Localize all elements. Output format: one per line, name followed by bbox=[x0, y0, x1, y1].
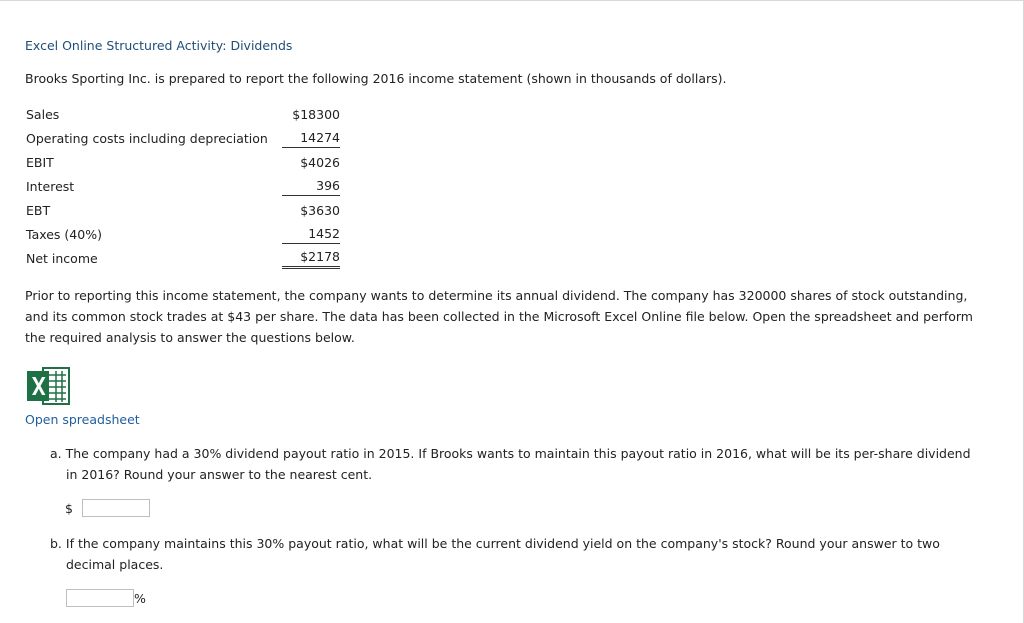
table-row bbox=[25, 246, 340, 270]
row-label-ebt: EBT bbox=[26, 202, 51, 218]
description-paragraph: Prior to reporting this income statement, the company wants to determine its annual dividend. The company has 320000 shares of stock outstanding, and its common stock trades at $43 per share. The data has been collected in the Microsoft Excel Online file below. Open the spreadsheet and perform the required analysis to answer the questions below. bbox=[25, 288, 973, 345]
row-label-ebit: EBIT bbox=[26, 154, 54, 170]
excel-icon[interactable] bbox=[25, 365, 71, 407]
table-row bbox=[25, 198, 340, 222]
row-value-ebt: $3630 bbox=[300, 202, 340, 218]
activity-title: Excel Online Structured Activity: Dividends bbox=[25, 38, 293, 53]
table-row bbox=[25, 174, 340, 198]
row-label-taxes: Taxes (40%) bbox=[26, 226, 102, 242]
row-value-sales: $18300 bbox=[292, 106, 340, 122]
row-value-net-income: $2178 bbox=[282, 246, 340, 270]
question-b-text: b. If the company maintains this 30% payout ratio, what will be the current dividend yield on the company's stock? Round your answer to two decimal places. bbox=[50, 536, 940, 572]
dividend-yield-input[interactable] bbox=[66, 589, 134, 607]
dividend-per-share-input[interactable] bbox=[82, 499, 150, 517]
table-row bbox=[25, 126, 340, 150]
row-value-ebit: $4026 bbox=[300, 154, 340, 170]
row-value-interest: 396 bbox=[282, 174, 340, 198]
table-row bbox=[25, 102, 340, 126]
intro-text: Brooks Sporting Inc. is prepared to report the following 2016 income statement (shown in thousands of dollars). bbox=[25, 71, 727, 86]
table-row bbox=[25, 222, 340, 246]
row-label-net-income: Net income bbox=[26, 250, 98, 266]
open-spreadsheet-link[interactable]: Open spreadsheet bbox=[25, 412, 140, 427]
question-a-text: a. The company had a 30% dividend payout ratio in 2015. If Brooks wants to maintain this payout ratio in 2016, what will be its per-share dividend in 2016? Round your answer to the nearest cent. bbox=[50, 446, 971, 482]
row-label-operating-costs: Operating costs including depreciation bbox=[26, 130, 268, 146]
row-label-sales: Sales bbox=[26, 106, 60, 122]
top-border bbox=[0, 0, 1024, 1]
percent-suffix: % bbox=[134, 591, 146, 606]
row-value-operating-costs: 14274 bbox=[282, 126, 340, 150]
income-statement-table bbox=[25, 102, 340, 270]
dollar-prefix: $ bbox=[65, 501, 73, 516]
question-b bbox=[50, 533, 985, 575]
question-a bbox=[50, 443, 985, 485]
row-value-taxes: 1452 bbox=[282, 222, 340, 246]
table-row bbox=[25, 150, 340, 174]
row-label-interest: Interest bbox=[26, 178, 75, 194]
